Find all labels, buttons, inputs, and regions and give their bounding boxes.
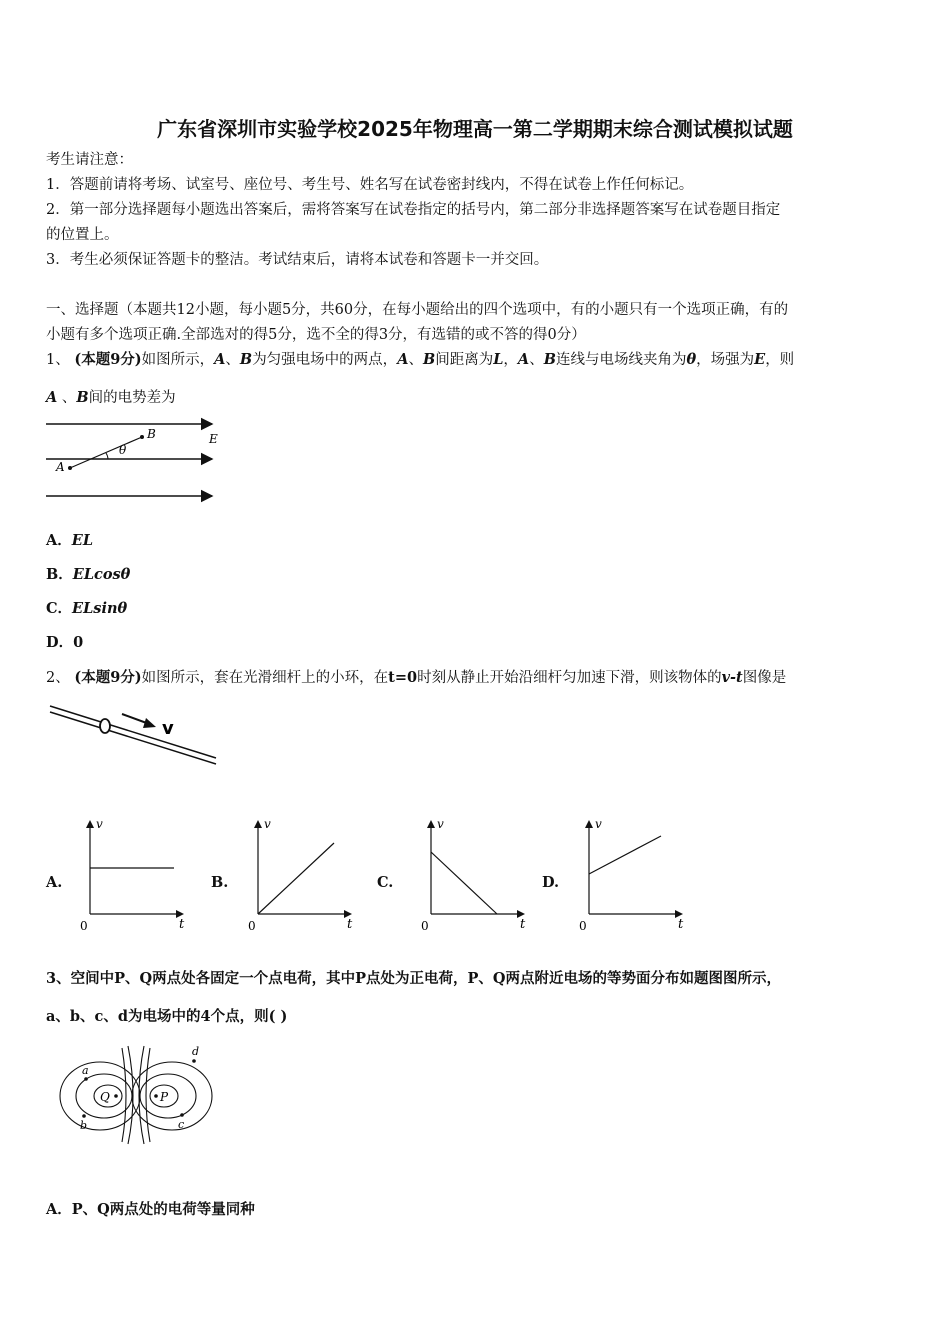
q1-var-b-3: B bbox=[543, 351, 556, 368]
p-surface-outer bbox=[132, 1062, 212, 1130]
point-a-dot bbox=[84, 1077, 88, 1081]
option-letter: D． bbox=[46, 634, 74, 651]
label-a: A bbox=[56, 460, 65, 474]
q1-text-5: 连线与电场线夹角为 bbox=[555, 352, 687, 368]
v-axis-arrow bbox=[254, 820, 262, 828]
q2-option-a-letter[interactable]: A. bbox=[46, 874, 63, 891]
point-b-dot bbox=[82, 1114, 86, 1118]
v-axis-arrow bbox=[427, 820, 435, 828]
option-content: 0 bbox=[73, 634, 84, 651]
q1-var-l: L bbox=[493, 351, 504, 368]
graph-line bbox=[258, 843, 334, 914]
axis-label-t: t bbox=[520, 917, 526, 932]
graph-line bbox=[589, 836, 661, 874]
origin-label: 0 bbox=[421, 919, 429, 933]
q2-text-2: 时刻从静止开始沿细杆匀加速下滑，则该物体的 bbox=[417, 670, 722, 686]
q3-stem-line-1: 3、空间中P、Q两点处各固定一个点电荷，其中P点处为正电荷，P、Q两点附近电场的等势面分布如题图图所示， bbox=[46, 970, 782, 987]
right-surface-2 bbox=[146, 1048, 150, 1142]
option-content: EL bbox=[71, 532, 94, 549]
notice-item-2-line-1: 2．第一部分选择题每小题选出答案后，需将答案写在试卷指定的括号内，第二部分非选择题答案写在试卷题目指定 bbox=[46, 202, 781, 218]
option-letter: A． bbox=[46, 532, 72, 549]
charge-p-dot bbox=[154, 1094, 158, 1098]
q2-graph-b[interactable] bbox=[238, 810, 363, 935]
exam-title: 广东省深圳市实验学校2025年物理高一第二学期期末综合测试模拟试题 bbox=[157, 117, 793, 141]
ring bbox=[100, 719, 110, 733]
left-surface-2 bbox=[122, 1048, 126, 1142]
q1-var-a-3: A bbox=[517, 351, 530, 368]
q2-number: 2、 bbox=[46, 670, 70, 686]
q1-text-4: ， bbox=[503, 352, 518, 368]
q2-option-d-letter[interactable]: D. bbox=[542, 874, 560, 891]
q1-var-a: A bbox=[214, 351, 226, 368]
axis-label-v: v bbox=[437, 817, 444, 831]
axis-label-v: v bbox=[264, 817, 271, 831]
q1-option-b[interactable] bbox=[46, 565, 130, 585]
label-d: d bbox=[192, 1045, 200, 1058]
q1-text-1: 如图所示， bbox=[141, 352, 215, 368]
q2-option-b-letter[interactable]: B. bbox=[211, 874, 229, 891]
option-letter: C． bbox=[46, 600, 73, 617]
q1-stem-line-2 bbox=[46, 388, 176, 408]
q1-text-2: 为匀强电场中的两点， bbox=[252, 352, 398, 368]
q1-number: 1、 bbox=[46, 352, 70, 368]
q2-stem bbox=[46, 668, 786, 688]
axis-label-v: v bbox=[595, 817, 602, 831]
point-b bbox=[140, 435, 144, 439]
q2-text-1: 如图所示，套在光滑细杆上的小环，在 bbox=[141, 670, 389, 686]
axis-label-t: t bbox=[678, 917, 684, 932]
q1-line2-text: 间的电势差为 bbox=[88, 390, 176, 406]
notice-item-2-line-2: 的位置上。 bbox=[46, 227, 119, 243]
q1-field-figure bbox=[40, 410, 230, 510]
q1-stem-line-1 bbox=[46, 350, 794, 370]
origin-label: 0 bbox=[579, 919, 587, 933]
origin-label: 0 bbox=[248, 919, 256, 933]
q1-sep-1: 、 bbox=[225, 352, 240, 368]
q2-option-c-letter[interactable]: C. bbox=[377, 874, 394, 891]
q1-option-a[interactable] bbox=[46, 531, 93, 551]
q1-var-b-2: B bbox=[422, 351, 436, 368]
q2-vt: v-t bbox=[721, 669, 743, 686]
v-axis-arrow bbox=[86, 820, 94, 828]
q1-line2-var-a: A bbox=[46, 389, 58, 406]
charge-q-dot bbox=[114, 1094, 118, 1098]
q2-score: (本题9分) bbox=[74, 669, 142, 686]
q2-t0: t=0 bbox=[388, 669, 418, 686]
section-header-line-1: 一、选择题（本题共12小题，每小题5分，共60分，在每小题给出的四个选项中，有的小题只有一个选项正确，有的 bbox=[46, 302, 789, 318]
q2-graph-d[interactable] bbox=[569, 810, 694, 935]
label-p: P bbox=[160, 1090, 169, 1104]
label-c: c bbox=[178, 1118, 185, 1131]
rod-top-edge bbox=[50, 706, 216, 758]
axis-label-v: v bbox=[96, 817, 103, 831]
point-c-dot bbox=[180, 1113, 184, 1117]
q2-rod-figure bbox=[48, 700, 223, 772]
label-a: a bbox=[82, 1064, 89, 1077]
q1-text-6: ，场强为 bbox=[696, 352, 755, 368]
q3-stem-line-2: a、b、c、d为电场中的4个点，则( ) bbox=[46, 1008, 288, 1025]
label-q: Q bbox=[100, 1090, 110, 1104]
q1-var-a-2: A bbox=[397, 351, 409, 368]
q2-text-3: 图像是 bbox=[742, 670, 787, 686]
q1-text-7: ，则 bbox=[765, 352, 795, 368]
label-b: B bbox=[147, 427, 156, 441]
point-d-dot bbox=[192, 1059, 196, 1063]
label-theta: θ bbox=[119, 443, 127, 457]
q1-line2-var-b: B bbox=[76, 389, 89, 406]
notice-item-3: 3．考生必须保证答题卡的整洁。考试结束后，请将本试卷和答题卡一并交回。 bbox=[46, 252, 549, 268]
notice-item-1: 1．答题前请将考场、试室号、座位号、考生号、姓名写在试卷密封线内，不得在试卷上作任何标记。 bbox=[46, 177, 694, 193]
graph-line bbox=[431, 852, 497, 914]
option-letter: B． bbox=[46, 566, 73, 583]
v-axis-arrow bbox=[585, 820, 593, 828]
option-content: ELsinθ bbox=[72, 600, 128, 617]
q3-equipotential-figure bbox=[58, 1043, 218, 1148]
q2-graph-c[interactable] bbox=[411, 810, 536, 935]
label-b: b bbox=[80, 1119, 88, 1132]
segment-ab bbox=[70, 437, 142, 468]
option-content: ELcosθ bbox=[72, 566, 131, 583]
angle-arc bbox=[106, 453, 108, 459]
label-e: E bbox=[209, 432, 218, 446]
notice-heading: 考生请注意： bbox=[46, 152, 133, 168]
velocity-arrow-head bbox=[143, 718, 156, 728]
q2-graph-a[interactable] bbox=[70, 810, 195, 935]
q1-var-theta: θ bbox=[686, 351, 697, 368]
q1-var-e: E bbox=[754, 351, 766, 368]
axis-label-t: t bbox=[179, 917, 185, 932]
q1-sep-3: 、 bbox=[529, 352, 544, 368]
q1-option-c[interactable] bbox=[46, 599, 127, 619]
section-header-line-2: 小题有多个选项正确.全部选对的得5分，选不全的得3分，有选错的或不答的得0分） bbox=[46, 327, 586, 343]
q1-line2-sep: 、 bbox=[57, 390, 77, 406]
point-a bbox=[68, 466, 72, 470]
axis-label-t: t bbox=[347, 917, 353, 932]
origin-label: 0 bbox=[80, 919, 88, 933]
velocity-label: v bbox=[162, 718, 174, 739]
q1-text-3: 间距离为 bbox=[435, 352, 494, 368]
q1-sep-2: 、 bbox=[408, 352, 423, 368]
q1-var-b: B bbox=[239, 351, 253, 368]
q1-option-d[interactable] bbox=[46, 633, 83, 653]
q1-score: (本题9分) bbox=[74, 351, 142, 368]
q3-option-a[interactable]: A．P、Q两点处的电荷等量同种 bbox=[46, 1201, 255, 1218]
rod-bottom-edge bbox=[50, 712, 216, 764]
